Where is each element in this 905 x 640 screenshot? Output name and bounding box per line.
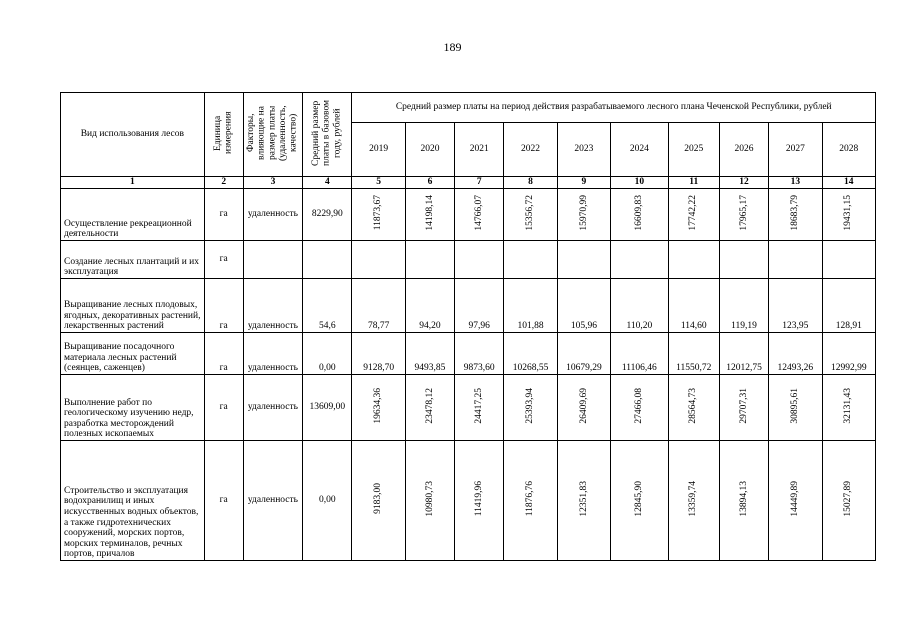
row-name: Осуществление рекреационной деятельности [61, 189, 205, 241]
row-value-text: 12351,83 [578, 480, 589, 517]
row-value: 94,20 [405, 279, 454, 333]
row-value [455, 241, 504, 279]
row-value-text: 18683,79 [790, 194, 800, 231]
row-base: 54,6 [303, 279, 352, 333]
row-value: 114,60 [668, 279, 719, 333]
row-name: Выращивание лесных плодовых, ягодных, декоративных растений, лекарственных растений [61, 279, 205, 333]
row-value: 9128,70 [352, 333, 405, 375]
row-value [611, 375, 668, 441]
row-value-text: 11876,76 [525, 481, 536, 517]
table-row [61, 333, 876, 375]
row-value: 101,88 [504, 279, 557, 333]
header-year: 2025 [668, 123, 719, 177]
row-value: 10268,55 [504, 333, 557, 375]
row-value: 11550,72 [668, 333, 719, 375]
forest-fee-table [60, 92, 876, 561]
header-year: 2022 [504, 123, 557, 177]
row-value-text: 11873,67 [373, 195, 384, 231]
row-value [769, 441, 822, 561]
column-number: 1 [61, 177, 205, 189]
row-value-text: 14449,89 [790, 480, 800, 517]
row-value-text: 13359,74 [688, 480, 699, 517]
row-value-text: 26409,69 [578, 387, 589, 424]
row-unit: га [204, 375, 243, 441]
row-value [668, 189, 719, 241]
row-base: 0,00 [303, 333, 352, 375]
row-factor: удаленность [243, 441, 303, 561]
row-value [822, 189, 876, 241]
row-value: 12992,99 [822, 333, 876, 375]
column-number: 12 [719, 177, 768, 189]
row-value [405, 441, 454, 561]
column-number: 5 [352, 177, 405, 189]
row-value: 105,96 [557, 279, 610, 333]
column-number: 3 [243, 177, 303, 189]
row-value-text: 23478,12 [424, 387, 435, 424]
header-year: 2021 [455, 123, 504, 177]
row-value: 10679,29 [557, 333, 610, 375]
column-number: 11 [668, 177, 719, 189]
table-row [61, 189, 876, 241]
row-value [719, 375, 768, 441]
header-base: Средний размер платы в базовом году, рублей [303, 93, 352, 177]
header-factors: Факторы, влияющие на размер платы (удаленность, качество) [243, 93, 303, 177]
row-value [405, 375, 454, 441]
row-value-text: 12845,90 [634, 480, 645, 517]
row-value: 11106,46 [611, 333, 668, 375]
row-value-text: 14198,14 [424, 194, 435, 231]
row-value [557, 241, 610, 279]
row-base: 8229,90 [303, 189, 352, 241]
row-value: 9493,85 [405, 333, 454, 375]
row-value [557, 441, 610, 561]
page-number: 189 [443, 40, 462, 54]
row-value-text: 16609,83 [634, 194, 645, 231]
row-value-text: 30895,61 [790, 387, 800, 424]
row-value [504, 375, 557, 441]
row-unit: га [204, 279, 243, 333]
row-value: 128,91 [822, 279, 876, 333]
row-value [557, 375, 610, 441]
row-value-text: 9183,00 [373, 483, 384, 515]
header-year: 2026 [719, 123, 768, 177]
row-value [822, 375, 876, 441]
row-value [405, 241, 454, 279]
row-value [822, 441, 876, 561]
column-number: 9 [557, 177, 610, 189]
row-value [455, 441, 504, 561]
row-value-text: 14766,07 [473, 194, 484, 231]
row-value [455, 189, 504, 241]
row-value-text: 10980,73 [424, 480, 435, 517]
row-value [504, 441, 557, 561]
row-value: 110,20 [611, 279, 668, 333]
column-number: 6 [405, 177, 454, 189]
row-value-text: 19431,15 [843, 194, 854, 231]
row-value [557, 189, 610, 241]
row-value [611, 189, 668, 241]
row-value: 12012,75 [719, 333, 768, 375]
header-year: 2020 [405, 123, 454, 177]
column-number: 13 [769, 177, 822, 189]
row-value: 78,77 [352, 279, 405, 333]
row-value [504, 189, 557, 241]
row-value: 12493,26 [769, 333, 822, 375]
row-value [405, 189, 454, 241]
row-value: 9873,60 [455, 333, 504, 375]
row-value-text: 17742,22 [688, 194, 699, 231]
row-value [352, 241, 405, 279]
row-value: 119,19 [719, 279, 768, 333]
header-year: 2027 [769, 123, 822, 177]
header-year: 2019 [352, 123, 405, 177]
row-unit: га [204, 441, 243, 561]
row-value [719, 241, 768, 279]
row-value [668, 241, 719, 279]
column-number-row [61, 177, 876, 189]
column-number: 4 [303, 177, 352, 189]
column-number: 14 [822, 177, 876, 189]
row-value-text: 15970,99 [578, 194, 589, 231]
row-value: 123,95 [769, 279, 822, 333]
row-value-text: 24417,25 [473, 387, 484, 424]
row-value [769, 375, 822, 441]
row-value-text: 19634,36 [373, 387, 384, 424]
row-value-text: 13894,13 [738, 480, 749, 517]
row-value-text: 11419,96 [473, 481, 484, 517]
row-value [668, 441, 719, 561]
row-name: Создание лесных плантаций и их эксплуатация [61, 241, 205, 279]
column-number: 7 [455, 177, 504, 189]
row-value [668, 375, 719, 441]
row-value: 97,96 [455, 279, 504, 333]
row-value [719, 441, 768, 561]
row-value [769, 189, 822, 241]
row-value [352, 189, 405, 241]
row-value [352, 375, 405, 441]
row-factor: удаленность [243, 279, 303, 333]
row-value-text: 15356,72 [525, 194, 536, 231]
table-row [61, 375, 876, 441]
table-row [61, 279, 876, 333]
row-unit: га [204, 241, 243, 279]
row-value [352, 441, 405, 561]
row-name: Выполнение работ по геологическому изучению недр, разработка месторождений полезных ископаемых [61, 375, 205, 441]
row-value-text: 32131,43 [843, 387, 854, 424]
header-period-title: Средний размер платы на период действия разрабатываемого лесного плана Чеченской Республики, рублей [352, 93, 876, 123]
row-value [719, 189, 768, 241]
column-number: 8 [504, 177, 557, 189]
row-value [822, 241, 876, 279]
row-value-text: 15027,89 [843, 480, 854, 517]
row-name: Строительство и эксплуатация водохранилищ и иных искусственных водных объектов, а также гидротехнических сооружений, морских портов, морских терминалов, речных портов, причалов [61, 441, 205, 561]
row-name: Выращивание посадочного материала лесных растений (сеянцев, саженцев) [61, 333, 205, 375]
table-row [61, 441, 876, 561]
row-value [611, 241, 668, 279]
row-value [769, 241, 822, 279]
row-unit: га [204, 189, 243, 241]
row-value [455, 375, 504, 441]
row-factor: удаленность [243, 189, 303, 241]
column-number: 2 [204, 177, 243, 189]
header-year: 2028 [822, 123, 876, 177]
table-row [61, 241, 876, 279]
column-number: 10 [611, 177, 668, 189]
header-year: 2024 [611, 123, 668, 177]
row-value-text: 28564,73 [688, 387, 699, 424]
row-value-text: 29707,31 [738, 387, 749, 424]
row-value [611, 441, 668, 561]
row-factor: удаленность [243, 333, 303, 375]
row-base [303, 241, 352, 279]
row-base: 13609,00 [303, 375, 352, 441]
row-unit: га [204, 333, 243, 375]
row-value-text: 27466,08 [634, 387, 645, 424]
header-year: 2023 [557, 123, 610, 177]
row-value [504, 241, 557, 279]
row-value-text: 17965,17 [738, 194, 749, 231]
header-type: Вид использования лесов [61, 93, 205, 177]
row-value-text: 25393,94 [525, 387, 536, 424]
row-factor [243, 241, 303, 279]
header-unit: Единица измерения [204, 93, 243, 177]
row-base: 0,00 [303, 441, 352, 561]
row-factor: удаленность [243, 375, 303, 441]
